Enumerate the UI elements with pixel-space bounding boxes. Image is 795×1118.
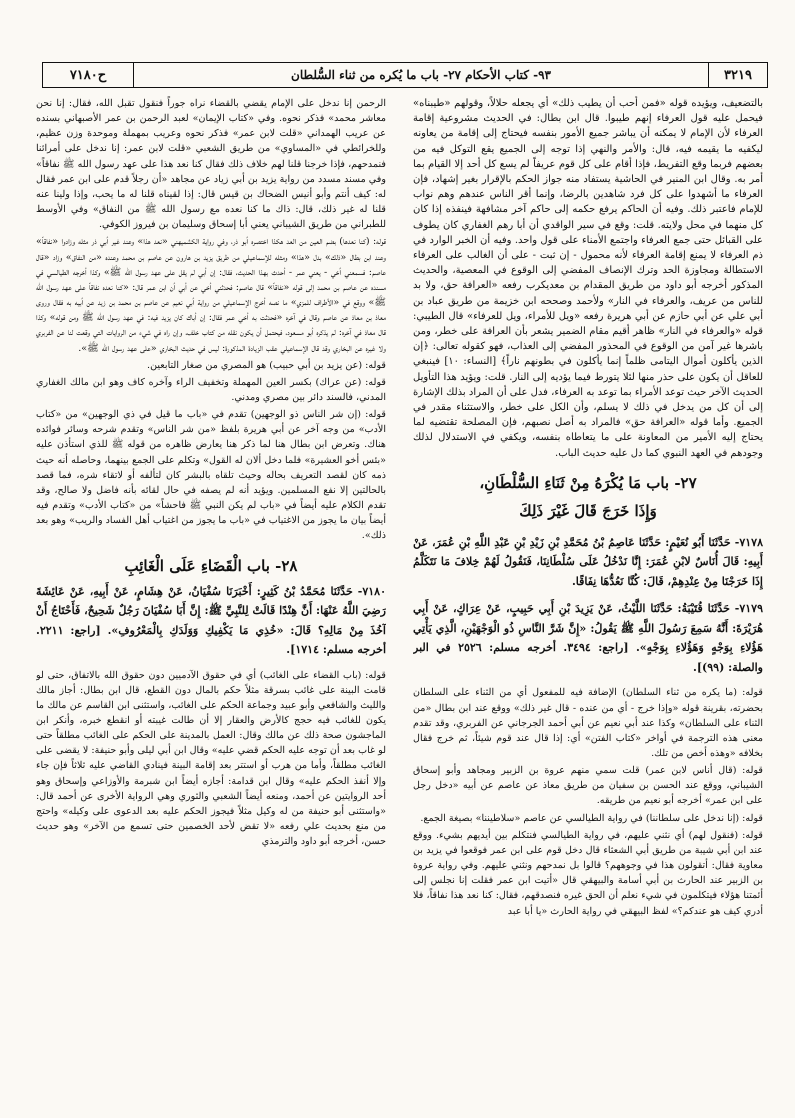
right-column	[413, 96, 763, 1096]
left-column	[36, 96, 386, 1096]
chapter-27-heading: ٢٧- باب مَا يُكْرَهُ مِنْ ثَنَاءِ السُّلْطَانِ،	[479, 473, 697, 492]
chapter-28-heading: ٢٨- باب الْقَضَاءِ عَلَى الْغَائِبِ	[124, 556, 298, 575]
commentary-paragraph: قوله: (قال أناس لابن عمر) قلت سمي منهم عروة بن الزبير ومجاهد وأبو إسحاق الشيباني، ووقع عند الحسن بن سفيان من طريق معاذ عن عاصم عن أبيه «دخل رجل على ابن عمر» أخرجه أبو نعيم من طريقه.	[413, 765, 763, 807]
page-header	[42, 62, 768, 88]
commentary-paragraph: قوله: (إن شر الناس ذو الوجهين) تقدم في «باب ما قيل في ذي الوجهين» من «كتاب الأدب» من وجه آخر عن أبي هريرة بلفظ «من شر الناس» وتقدم شرحه وسائر فوائده هناك. وتعرض ابن بطال هنا لما ذكر هنا يعارض ظاهره من قوله ﷺ للذي استأذن عليه «بئس أخو العشيرة» فلما دخل ألان له القول» وتكلم على الجمع بينهما، وحاصله أنه حيث ذمه كان لقصد التعريف بحاله وحيث تلقاه بالبشر كان لتألفه أو لاتقاء شره، فما قصد بالحالتين إلا نفع المسلمين. ويؤيد أنه لم يصفه في حال لقائه بأنه فاضل ولا صالح، وقد تقدم الكلام عليه أيضاً في «باب لم يكن النبي ﷺ فاحشاً» من «كتاب الأدب» وتقدم فيه أيضاً بيان ما يجوز من الاغتياب في «باب ما يجوز من اغتياب أهل الفساد والريب» وهو بعد ذلك».	[36, 409, 386, 542]
chapter-27-heading-line2: وَإِذَا خَرَجَ قَالَ غَيْرَ ذَلِكَ	[519, 501, 657, 520]
commentary-paragraph: قوله: (ما يكره من ثناء السلطان) الإضافة فيه للمفعول أي من الثناء على السلطان بحضرته، بقرينة قوله «وإذا خرج - أي من عنده - قال غير ذلك» ووقع عند ابن بطال «من الثناء على السلطان» وكذا عند أبي نعيم عن أبي أحمد الجرجاني عن الفربري، وقد تقدم معنى هذه الترجمة في أواخر «كتاب الفتن» أي: إذا قال عند قوم شيئاً، ثم خرج فقال بخلافه «وهذه أخص من تلك.	[413, 687, 763, 759]
commentary-paragraph: بالتضعيف، ويؤيده قوله «فمن أحب أن يطيب ذلك» أي يجعله حلالاً، وقولهم «طيبناه» فيحمل عليه قول العرفاء إنهم طيبوا. قال ابن بطال: في الحديث مشروعية إقامة العرفاء لأن الإمام لا يمكنه أن يباشر جميع الأمور بنفسه فيحتاج إلى إقامة من يعاونه ليكفيه ما يقيمه فيه، قال: والأمر والنهي إذا توجه إلى الجميع يقع التوكل فيه من بعضهم فربما وقع التفريط، فإذا أقام على كل قوم عريفاً لم يسع كل أحد إلا القيام بما أمر به. وقال ابن المنير في الحاشية يستفاد منه جواز الحكم بالإقرار بغير إشهاد، فإن العرفاء ما أشهدوا على كل فرد شاهدين بالرضا، وإنما أقر الناس عندهم وهم نواب للإمام فاعتبر ذلك. وفيه أن الحاكم يرفع حكمه إلى حاكم آخر مشافهة فينفذه إذا كان كل منهما في محل ولايته. قلت: وقع في سير الواقدي أن أبا رهم الغفاري كان يطوف على القبائل حتى جمع العرفاء واجتمع الأمناء على قول واحد. وفيه أن الخبر الوارد في ذم العرفاء لا يمنع إقامة العرفاء لأنه محمول - إن ثبت - على أن الغالب على العرفاء الاستطالة ومجاوزة الحد وترك الإنصاف المفضي إلى الوقوع في المعصية، والحديث المذكور أخرجه أبو داود من طريق المقدام بن معديكرب رفعه «العرافة حق، ولا بد للناس من عريف، والعرفاء في النار» ولأحمد وصححه ابن خزيمة من طريق عباد بن أبي علي عن أبي حازم عن أبي هريرة رفعه «ويل للأمراء، ويل للعرفاء» قال الطيبي: قوله «والعرفاء في النار» ظاهر أقيم مقام الضمير يشعر بأن العرافة على خطر، ومن باشرها غير آمن من الوقوع في المحذور المفضي إلى العذاب، فهو كقوله تعالى: ﴿إن الذين يأكلون أموال اليتامى ظلماً إنما يأكلون في بطونهم ناراً﴾ [النساء: ١٠] فينبغي للعاقل أن يكون على حذر منها لئلا يتورط فيما يؤديه إلى النار. قلت: ويؤيد هذا التأويل الحديث الآخر حيث توعد الأمراء بما توعد به العرفاء، فدل على أن المراد بذلك الإشارة إلى أن كل من يدخل في ذلك لا يسلم، وأن الكل على خطر، والاستثناء مقدر في الجميع. وأما قوله «العرافة حق» فالمراد به أصل نصبهم، فإن المصلحة تقتضيه لما يحتاج إليه الأمير من المعاونة على ما يتعاطاه بنفسه، ويكفي في الاستدلال لذلك وجودهم في العهد النبوي كما دل عليه حديث الباب.	[413, 98, 763, 459]
commentary-paragraph: الرحمن إنا ندخل على الإمام يقضي بالقضاء نراه جوراً فنقول تقبل الله، فقال: إنا نحن معاشر محمد» فذكر نحوه. وفي «كتاب الإيمان» لعبد الرحمن بن عمر الأصبهاني بسنده عن عريب الهمداني «قلت لابن عمر» فذكر نحوه وعريب بمهملة وموحدة وزن عظيم، وللخرائطي في «المساوي» من طريق الشعبي «قلت لابن عمر: إنا ندخل على أمرائنا فنمدحهم، فإذا خرجنا قلنا لهم خلاف ذلك فقال كنا نعد هذا على عهد رسول الله ﷺ نفاقاً» وفي مسند مسدد من رواية يزيد بن أبي زياد عن مجاهد «أن رجلاً قدم على ابن عمر فقال له: كيف أنتم وأبو أنيس الضحاك بن قيس قال: إذا لقيناه قلنا له ما يحب، وإذا ولينا عنه قلنا له غير ذلك، قال: ذاك ما كنا نعده مع رسول الله ﷺ من النفاق» وفي الأوسط للطبراني من طريق الشيباني يعني أبا إسحاق وسليمان بن فيروز الكوفي.	[36, 98, 386, 231]
commentary-paragraph: قوله: (عن عراك) بكسر العين المهملة وتخفيف الراء وآخره كاف وهو ابن مالك الغفاري المدني، فالسند دائر بين مصري ومدني.	[36, 376, 386, 403]
page-number: ٣٢١٩	[708, 63, 767, 87]
hadith-7180: ٧١٨٠- حَدَّثَنَا مُحَمَّدُ بْنُ كَثِيرٍ: أَخْبَرَنَا سُفْيَانُ، عَنْ هِشَامٍ، عَنْ أَبِيهِ، عَنْ عَائِشَةَ رَضِيَ اللَّهُ عَنْهَا: أَنَّ هِنْدًا قَالَتْ لِلنَّبِيِّ ﷺ: إِنَّ أَبَا سُفْيَانَ رَجُلٌ شَحِيحٌ، فَأَحْتَاجُ أَنْ آخُذَ مِنْ مَالِهِ؟ قَالَ: «خُذِي مَا يَكْفِيكِ وَوَلَدَكِ بِالْمَعْرُوفِ». [راجع: ٢٢١١. أخرجه مسلم: ١٧١٤].	[36, 584, 386, 657]
commentary-paragraph: قوله: (كنا نعدها) بضم العين من العد هكذا اختصره أبو ذر، وفي رواية الكشميهني «نعد هذا» وعند غير أبي ذر مثله وزادوا «نفاقاً» وعند ابن بطال «ذلك» بدل «هذا» ومثله للإسماعيلي من طريق يزيد بن هارون عن عاصم بن محمد وعنده «من النفاق» وزاد «قال عاصم: فسمعني أخي - يعني عمر - أحدث بهذا الحديث، فقال: إن أبي لم يقل على عهد رسول الله ﷺ» وكذا أخرجه الطيالسي في مسنده عن عاصم بن محمد إلى قوله «نفاقاً» قال عاصم: فحدثني أخي عن أبي أن ابن عمر قال: «كنا نعده نفاقاً على عهد رسول الله ﷺ» ووقع في «الأطراف للمزي» ما نصه أخرج الإسماعيلي من رواية أبي نعيم عن عاصم بن محمد بن زيد عن أبيه به فقال وروى معاذ بن معاذ عن عاصم وقال في آخره «فحدثت به أخي عمر فقال: إن أباك كان يزيد فيه: في عهد رسول الله ﷺ ومن قوله» وكذا قال معاذ في آخره: لم يذكره أبو مسعود، فيحتمل أن يكون نقله من كتاب خلف، وإن راه في شيء من الروايات التي وقعت لنا عن الفربري ولا غيره عن البخاري وقد قال الإسماعيلي عقب الزيادة المذكورة: ليس في حديث البخاري «على عهد رسول الله ﷺ».	[36, 236, 386, 354]
commentary-paragraph: قوله: (باب القضاء على الغائب) أي في حقوق الآدميين دون حقوق الله بالاتفاق، حتى لو قامت البينة على غائب بسرقة مثلاً حكم بالمال دون القطع، قال ابن بطال: أجاز مالك والليث والشافعي وأبو عبيد وجماعة الحكم على الغائب، واستثنى ابن القاسم عن مالك ما يكون للغائب فيه حجج كالأرض والعقار إلا أن طالت غيبته أو انقطع خبره، وأنكر ابن الماجشون صحة ذلك عن مالك وقال: العمل بالمدينة على الحكم على الغائب مطلقاً حتى لو غاب بعد أن توجه عليه الحكم قضي عليه» وقال ابن أبي ليلى وأبو حنيفة: لا يقضى على الغائب مطلقاً، وأما من هرب أو استتر بعد إقامة البينة فينادي القاضي عليه ثلاثاً فإن جاء وإلا أنفذ الحكم عليه» وقال ابن قدامة: أجازه أيضاً ابن شبرمة والأوزاعي وإسحاق وهو أحد الروايتين عن أحمد، ومنعه أيضاً الشعبي والثوري وهي الرواية الأخرى عن أحمد قال: «واستثنى أبو حنيفة من له وكيل مثلاً فيجوز الحكم عليه بعد الدعوى على وكيله» واحتج من منع بحديث علي رفعه «لا تقض لأحد الخصمين حتى تسمع من الآخر» وهو حديث حسن، أخرجه أبو داود والترمذي	[36, 669, 386, 848]
commentary-paragraph: قوله: (فنقول لهم) أي نثني عليهم، في رواية الطيالسي فنتكلم بين أيديهم بشيء. ووقع عند ابن أبي شيبة من طريق أبي الشعثاء قال دخل قوم على ابن عمر فوقعوا في يزيد بن معاوية فقال: أتقولون هذا في وجوههم؟ قالوا بل نمدحهم ونثني عليهم. وفي رواية عروة بن الزبير عند الحارث بن أبي أسامة والبيهقي قال «أتيت ابن عمر فقلت إنا نجلس إلى أئمتنا هؤلاء فيتكلمون في شيء نعلم أن الحق غيره فنصدقهم، فقال: كنا نعد هذا نفاقاً، فلا أدري كيف هو عندكم؟» لفظ البيهقي في رواية الحارث «يا أبا عبد	[413, 829, 763, 917]
commentary-paragraph: قوله: (إنا ندخل على سلطاننا) في رواية الطيالسي عن عاصم «سلاطيننا» بصيغة الجمع.	[420, 812, 763, 824]
hadith-7178: ٧١٧٨- حَدَّثَنَا أَبُو نُعَيْمٍ: حَدَّثَنَا عَاصِمُ بْنُ مُحَمَّدِ بْنِ زَيْدِ بْنِ عَبْدِ اللَّهِ بْنِ عُمَرَ، عَنْ أَبِيهِ: قَالَ أُنَاسٌ لابْنِ عُمَرَ: إِنَّا نَدْخُلُ عَلَى سُلْطَانِنَا، فَنَقُولُ لَهُمْ خِلافَ مَا نَتَكَلَّمُ إِذَا خَرَجْنَا مِنْ عِنْدِهِمْ، قَالَ: كُنَّا نَعُدُّهَا نِفَاقًا.	[413, 535, 763, 588]
hadith-7179: ٧١٧٩- حَدَّثَنَا قُتَيْبَةُ: حَدَّثَنَا اللَّيْثُ، عَنْ يَزِيدَ بْنِ أَبِي حَبِيبٍ، عَنْ عِرَاكٍ، عَنْ أَبِي هُرَيْرَةَ: أَنَّهُ سَمِعَ رَسُولَ اللَّهِ ﷺ يَقُولُ: «إِنَّ شَرَّ النَّاسِ ذُو الْوَجْهَيْنِ، الَّذِي يَأْتِي هَؤُلاءِ بِوَجْهٍ وَهَؤُلاءِ بِوَجْهٍ». [راجع: ٣٤٩٤. أخرجه مسلم: ٢٥٢٦ في البر والصلة: (٩٩)].	[413, 602, 763, 674]
hadith-range: ح٧١٨٠	[43, 63, 134, 87]
running-title: ٩٣- كتاب الأحكام ٢٧- باب ما يُكره من ثناء السُّلطان	[291, 68, 551, 82]
commentary-paragraph: قوله: (عن يزيد بن أبي حبيب) هو المصري من صغار التابعين.	[147, 359, 386, 371]
